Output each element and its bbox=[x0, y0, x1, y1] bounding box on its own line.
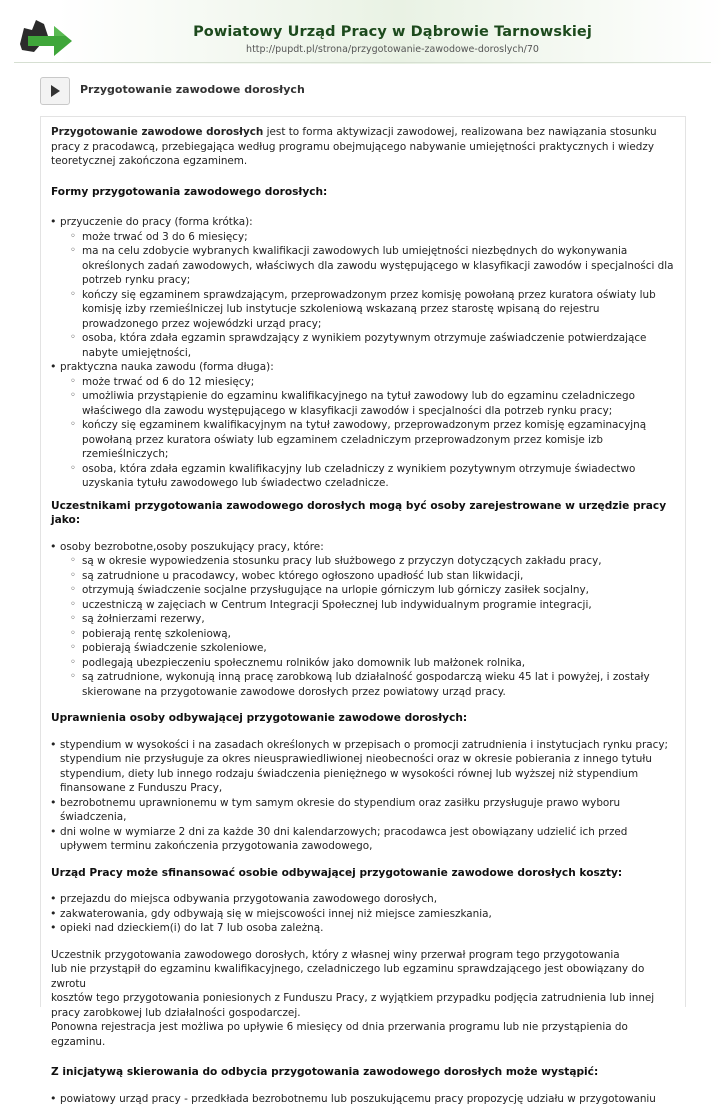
article-body bbox=[51, 125, 677, 1106]
page-title: Przygotowanie zawodowe dorosłych bbox=[80, 83, 305, 96]
sub-list-item: ◦ umożliwia przystąpienie do egzaminu kwalifikacyjnego na tytuł zawodowy lub do egzaminu czeladniczego właściwego dla zawodu występującego w klasyfikacji zawodów i specjalności dla potrzeb rynku pracy; bbox=[60, 389, 677, 418]
article-content bbox=[40, 116, 686, 1007]
list-item: • dni wolne w wymiarze 2 dni za każde 30 dni kalendarzowych; pracodawca jest obowiązany udzielić ich przed upływem terminu zakończenia przygotowania zawodowego, bbox=[51, 825, 677, 854]
initiative-list bbox=[51, 1092, 677, 1106]
rights-list bbox=[51, 738, 677, 854]
page-title-button[interactable] bbox=[40, 77, 70, 105]
intro-paragraph bbox=[51, 125, 677, 169]
sub-list-item: ◦ osoba, która zdała egzamin sprawdzający z wynikiem pozytywnym otrzymuje zaświadczenie potwierdzające nabyte umiejętności, bbox=[60, 331, 677, 360]
participants-list bbox=[51, 540, 677, 700]
section-participants-heading: Uczestnikami przygotowania zawodowego dorosłych mogą być osoby zarejestrowane w urzędzie pracy jako: bbox=[51, 499, 677, 528]
header-divider bbox=[14, 62, 711, 63]
sub-list-item: ◦ są żołnierzami rezerwy, bbox=[60, 612, 677, 627]
note-line: pracy zarobkowej lub działalności gospodarczej. bbox=[51, 1007, 301, 1019]
page-url[interactable]: http://pupdt.pl/strona/przygotowanie-zawodowe-doroslych/70 bbox=[80, 44, 705, 55]
list-item: • zakwaterowania, gdy odbywają się w miejscowości innej niż miejsce zamieszkania, bbox=[51, 907, 677, 922]
sub-list bbox=[60, 554, 677, 699]
list-item: • bezrobotnemu uprawnionemu w tym samym okresie do stypendium oraz zasiłku przysługuje prawo wyboru świadczenia, bbox=[51, 796, 677, 825]
sub-list-item: ◦ kończy się egzaminem kwalifikacyjnym na tytuł zawodowy, przeprowadzonym przez komisję egzaminacyjną powołaną przez kuratora oświaty lub egzaminem czeladniczym przeprowadzonym przez komisje izb rzemieślniczych; bbox=[60, 418, 677, 462]
site-header bbox=[0, 0, 725, 64]
logo-icon[interactable] bbox=[14, 14, 76, 58]
list-item: • opieki nad dzieckiem(i) do lat 7 lub osoba zależną. bbox=[51, 921, 677, 936]
note-line: Ponowna rejestracja jest możliwa po upływie 6 miesięcy od dnia przerwania programu lub nie przystąpienia do egzaminu. bbox=[51, 1021, 628, 1048]
note-line: kosztów tego przygotowania poniesionych z Funduszu Pracy, z wyjątkiem przypadku podjęcia zatrudnienia lub innej bbox=[51, 992, 654, 1004]
sub-list-item: ◦ może trwać od 3 do 6 miesięcy; bbox=[60, 230, 677, 245]
sub-list-item: ◦ otrzymują świadczenie socjalne przysługujące na urlopie górniczym lub górniczy zasiłek socjalny, bbox=[60, 583, 677, 598]
list-item-label: praktyczna nauka zawodu (forma długa): bbox=[60, 361, 274, 373]
sub-list-item: ◦ są w okresie wypowiedzenia stosunku pracy lub służbowego z przyczyn dotyczących zakładu pracy, bbox=[60, 554, 677, 569]
sub-list-item: ◦ kończy się egzaminem sprawdzającym, przeprowadzonym przez komisję powołaną przez kuratora oświaty lub komisję izby rzemieślniczej lub instytucje szkoleniową wskazaną przez starostę wpisaną do rejestru prowadzonego przez wojewódzki urząd pracy; bbox=[60, 288, 677, 332]
sub-list-item: ◦ osoba, która zdała egzamin kwalifikacyjny lub czeladniczy z wynikiem pozytywnym otrzymuje świadectwo uzyskania tytułu zawodowego lub świadectwo czeladnicze. bbox=[60, 462, 677, 491]
list-item: • przejazdu do miejsca odbywania przygotowania zawodowego dorosłych, bbox=[51, 892, 677, 907]
sub-list-item: ◦ są zatrudnione, wykonują inną pracę zarobkową lub działalność gospodarczą wieku 45 lat i powyżej, i zostały skierowane na przygotowanie zawodowe dorosłych przez powiatowy urząd pracy. bbox=[60, 670, 677, 699]
list-item: • powiatowy urząd pracy - przedkłada bezrobotnemu lub poszukującemu pracy propozycję udziału w przygotowaniu bbox=[51, 1092, 677, 1106]
sub-list bbox=[60, 230, 677, 361]
list-item-label: przyuczenie do pracy (forma krótka): bbox=[60, 216, 253, 228]
intro-text: jest to forma aktywizacji zawodowej, realizowana bez nawiązania stosunku pracy z pracodawcą, przebiegająca według programu obejmującego nabywanie umiejętności praktycznych i wiedzy teoretycznej zakończona egzaminem. bbox=[51, 126, 657, 167]
note-line: Uczestnik przygotowania zawodowego dorosłych, który z własnej winy przerwał program tego przygotowania bbox=[51, 949, 620, 961]
arrow-right-icon bbox=[41, 78, 69, 104]
list-item: • stypendium w wysokości i na zasadach określonych w przepisach o promocji zatrudnienia i instytucjach rynku pracy; stypendium nie przysługuje za okres nieusprawiedliwionej nieobecności oraz w okresie pobierania z innego tytułu stypendium, diety lub innego rodzaju świadczenia pieniężnego w wysokości równej lub wyższej niż stypendium finansowane z Funduszu Pracy, bbox=[51, 738, 677, 796]
section-forms-heading: Formy przygotowania zawodowego dorosłych: bbox=[51, 185, 677, 200]
sub-list-item: ◦ pobierają świadczenie szkoleniowe, bbox=[60, 641, 677, 656]
note-line: lub nie przystąpił do egzaminu kwalifikacyjnego, czeladniczego lub egzaminu sprawdzającego jest obowiązany do zwrotu bbox=[51, 963, 644, 990]
list-item bbox=[51, 360, 677, 491]
forms-list bbox=[51, 215, 677, 491]
sub-list-item: ◦ są zatrudnione u pracodawcy, wobec którego ogłoszono upadłość lub stan likwidacji, bbox=[60, 569, 677, 584]
sub-list-item: ◦ uczestniczą w zajęciach w Centrum Integracji Społecznej lub indywidualnym programie integracji, bbox=[60, 598, 677, 613]
section-costs-heading: Urząd Pracy może sfinansować osobie odbywającej przygotowanie zawodowe dorosłych koszty: bbox=[51, 866, 677, 881]
section-initiative-heading: Z inicjatywą skierowania do odbycia przygotowania zawodowego dorosłych może wystąpić: bbox=[51, 1065, 677, 1080]
sub-list-item: ◦ pobierają rentę szkoleniową, bbox=[60, 627, 677, 642]
intro-bold: Przygotowanie zawodowe dorosłych bbox=[51, 126, 263, 138]
costs-note bbox=[51, 948, 677, 1050]
list-item bbox=[51, 215, 677, 360]
list-item-label: osoby bezrobotne,osoby poszukujący pracy, które: bbox=[60, 541, 324, 553]
section-rights-heading: Uprawnienia osoby odbywającej przygotowanie zawodowe dorosłych: bbox=[51, 711, 677, 726]
costs-list bbox=[51, 892, 677, 936]
sub-list bbox=[60, 375, 677, 491]
list-item bbox=[51, 540, 677, 700]
sub-list-item: ◦ podlegają ubezpieczeniu społecznemu rolników jako domownik lub małżonek rolnika, bbox=[60, 656, 677, 671]
sub-list-item: ◦ ma na celu zdobycie wybranych kwalifikacji zawodowych lub umiejętności niezbędnych do wykonywania określonych zadań zawodowych, właściwych dla zawodu występującego w klasyfikacji zawodów i specjalności dla potrzeb rynku pracy; bbox=[60, 244, 677, 288]
site-title: Powiatowy Urząd Pracy w Dąbrowie Tarnowskiej bbox=[80, 24, 705, 40]
sub-list-item: ◦ może trwać od 6 do 12 miesięcy; bbox=[60, 375, 677, 390]
